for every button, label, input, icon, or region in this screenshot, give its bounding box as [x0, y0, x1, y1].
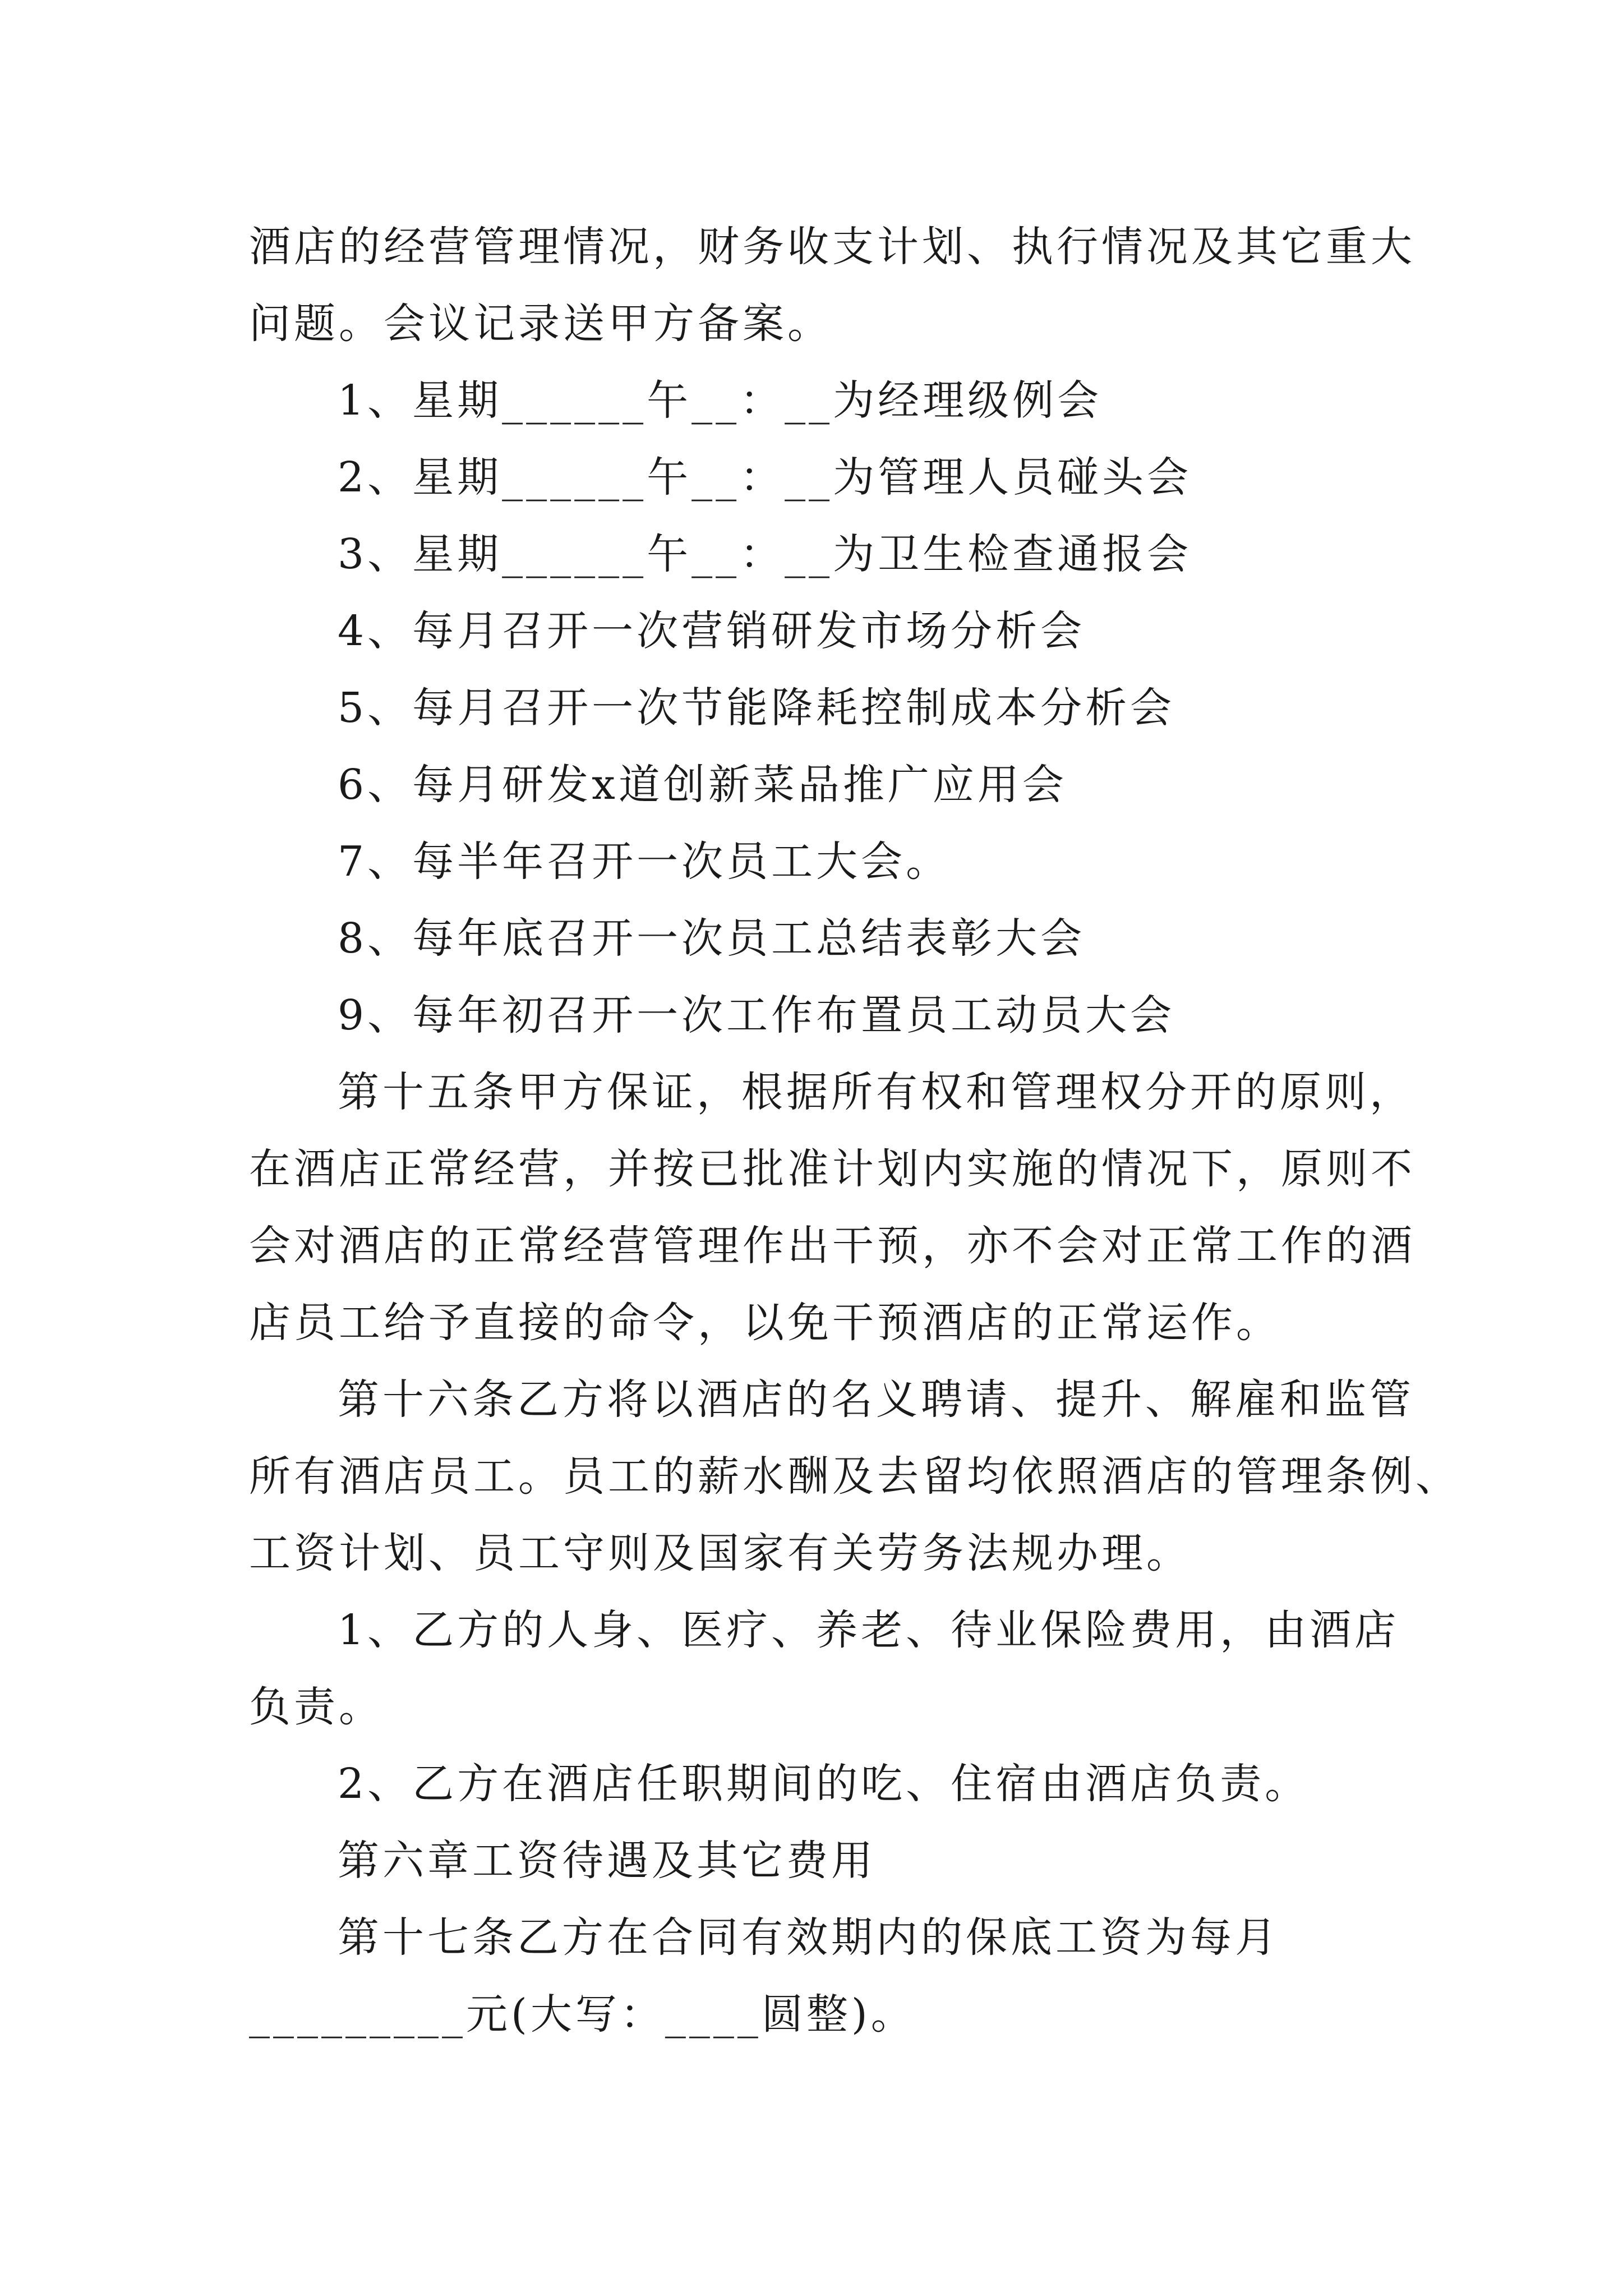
list-item: 负责。: [249, 1683, 384, 1731]
list-item: 5、每月召开一次节能降耗控制成本分析会: [338, 684, 1175, 732]
article-16-line: 所有酒店员工。员工的薪水酬及去留均依照酒店的管理条例、: [249, 1452, 1460, 1501]
list-item: 9、每年初召开一次工作布置员工动员大会: [338, 991, 1175, 1039]
list-item: 1、乙方的人身、医疗、养老、待业保险费用，由酒店: [338, 1606, 1400, 1654]
chapter-heading: 第六章工资待遇及其它费用: [338, 1837, 876, 1885]
list-item: 6、每月研发x道创新菜品推广应用会: [338, 761, 1067, 809]
list-item: 2、星期______午__：__为管理人员碰头会: [338, 453, 1192, 501]
list-item: 1、星期______午__：__为经理级例会: [338, 376, 1103, 425]
article-16-line: 第十六条乙方将以酒店的名义聘请、提升、解雇和监管: [338, 1375, 1414, 1424]
list-item: 8、每年底召开一次员工总结表彰大会: [338, 914, 1086, 963]
article-15-line: 在酒店正常经营，并按已批准计划内实施的情况下，原则不: [249, 1145, 1415, 1193]
text-line: 问题。会议记录送甲方备案。: [249, 300, 832, 348]
article-15-line: 会对酒店的正常经营管理作出干预，亦不会对正常工作的酒: [249, 1222, 1415, 1270]
text-line: 酒店的经营管理情况，财务收支计划、执行情况及其它重大: [249, 223, 1415, 271]
article-17-line: _________元(大写：____圆整)。: [249, 1990, 916, 2039]
list-item: 3、星期______午__：__为卫生检查通报会: [338, 530, 1192, 578]
document-body: [249, 209, 1460, 2053]
list-item: 7、每半年召开一次员工大会。: [338, 838, 951, 886]
article-15-line: 店员工给予直接的命令，以免干预酒店的正常运作。: [249, 1299, 1281, 1347]
list-item: 4、每月召开一次营销研发市场分析会: [338, 607, 1086, 655]
article-16-line: 工资计划、员工守则及国家有关劳务法规办理。: [249, 1529, 1191, 1577]
list-item: 2、乙方在酒店任职期间的吃、住宿由酒店负责。: [338, 1760, 1310, 1808]
article-17-line: 第十七条乙方在合同有效期内的保底工资为每月: [338, 1913, 1280, 1962]
article-15-line: 第十五条甲方保证，根据所有权和管理权分开的原则，: [338, 1068, 1414, 1116]
